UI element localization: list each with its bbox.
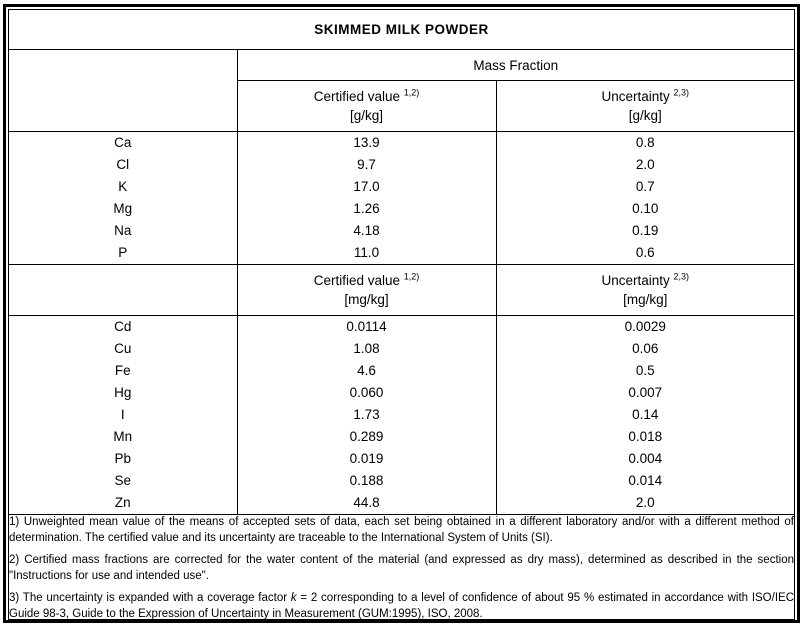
uncertainty-value: 0.06 — [496, 338, 794, 360]
element-symbol: Cl — [116, 157, 130, 172]
element-symbol: Cd — [114, 319, 132, 334]
section2-header-row — [9, 265, 794, 316]
certified-footnote-ref: 1,2) — [403, 271, 420, 282]
element-symbol: Fe — [114, 363, 131, 378]
uncertainty-value: 0.10 — [496, 198, 794, 220]
uncertainty-label: Uncertainty — [601, 273, 670, 288]
uncertainty-value: 0.5 — [496, 360, 794, 382]
section1-header-row — [9, 81, 794, 132]
uncertainty-footnote-ref: 2,3) — [673, 87, 690, 98]
element-symbol: K — [118, 179, 128, 194]
table-row — [9, 360, 794, 382]
uncertainty-value: 0.8 — [496, 132, 794, 155]
document-inner-border — [8, 9, 795, 620]
element-symbol: Hg — [114, 385, 132, 400]
footnote-1: 1) Unweighted mean value of the means of accepted sets of data, each set being obtained in a different laboratory and/or with a different method of determination. The certified value and its uncertainty are traceable to the International System of Units (SI). — [9, 516, 794, 544]
table-row — [9, 154, 794, 176]
title-row — [9, 10, 794, 50]
uncertainty-value: 2.0 — [496, 492, 794, 515]
certified-value: 11.0 — [237, 242, 496, 265]
certified-value: 9.7 — [237, 154, 496, 176]
table-row — [9, 338, 794, 360]
footnotes-area — [9, 515, 794, 621]
uncertainty-value: 0.19 — [496, 220, 794, 242]
certified-value: 13.9 — [237, 132, 496, 155]
table-row — [9, 132, 794, 155]
footnotes-row — [9, 515, 794, 621]
table-row — [9, 448, 794, 470]
certified-value: 4.6 — [237, 360, 496, 382]
element-symbol: Zn — [9, 492, 237, 515]
group-header: Mass Fraction — [237, 50, 794, 81]
table-row — [9, 404, 794, 426]
table-row — [9, 242, 794, 265]
uncertainty-value: 0.018 — [496, 426, 794, 448]
element-symbol: I — [120, 407, 125, 422]
document-outer-border — [3, 4, 800, 623]
uncertainty-value: 0.004 — [496, 448, 794, 470]
table-row — [9, 220, 794, 242]
footnote-3-text-post: = 2 corresponding to a level of confidence of about 95 % estimated in accordance with ISO/IEC Guide 98-3, Guide to the Expression of Uncertainty in Measurement (GUM:1995), ISO, 2008. — [9, 592, 794, 620]
certified-value: 1.26 — [237, 198, 496, 220]
table-row — [9, 198, 794, 220]
certified-unit-gkg: [g/kg] — [349, 108, 384, 123]
page-title: SKIMMED MILK POWDER — [9, 10, 794, 50]
certified-value-label: Certified value — [313, 273, 400, 288]
certified-value: 0.0114 — [237, 316, 496, 339]
uncertainty-footnote-ref: 2,3) — [673, 271, 690, 282]
uncertainty-value: 0.7 — [496, 176, 794, 198]
element-symbol: Mg — [113, 201, 133, 216]
uncertainty-value: 0.007 — [496, 382, 794, 404]
certified-value: 17.0 — [237, 176, 496, 198]
uncertainty-value: 2.0 — [496, 154, 794, 176]
footnote-3-text-pre: 3) The uncertainty is expanded with a coverage factor — [9, 592, 291, 604]
group-header-row — [9, 50, 794, 81]
element-symbol: Cu — [114, 341, 132, 356]
uncertainty-unit-gkg: [g/kg] — [628, 108, 662, 123]
element-symbol: Ca — [114, 135, 132, 150]
table-row — [9, 316, 794, 339]
footnote-3-coverage-factor-k: k — [290, 592, 297, 604]
uncertainty-value: 0.14 — [496, 404, 794, 426]
uncertainty-value: 0.014 — [496, 470, 794, 492]
uncertainty-unit-mgkg: [mg/kg] — [623, 292, 668, 307]
footnote-2: 2) Certified mass fractions are corrected for the water content of the material (and expressed as dry mass), determined as described in the section "Instructions for use and intended use". — [9, 554, 794, 582]
certified-footnote-ref: 1,2) — [403, 87, 420, 98]
element-symbol: P — [9, 242, 237, 265]
certified-value: 0.019 — [237, 448, 496, 470]
certified-value: 0.188 — [237, 470, 496, 492]
certified-unit-mgkg: [mg/kg] — [344, 292, 389, 307]
certified-value: 0.289 — [237, 426, 496, 448]
table-row — [9, 426, 794, 448]
table-row — [9, 470, 794, 492]
element-symbol: Pb — [114, 451, 131, 466]
element-symbol: Mn — [113, 429, 133, 444]
certified-value: 4.18 — [237, 220, 496, 242]
uncertainty-label: Uncertainty — [601, 89, 670, 104]
certified-value: 44.8 — [237, 492, 496, 515]
table-row — [9, 176, 794, 198]
certified-value: 1.73 — [237, 404, 496, 426]
empty-header-cell — [9, 265, 237, 316]
footnote-3 — [9, 591, 794, 620]
certified-value: 0.060 — [237, 382, 496, 404]
certified-value-header-mgkg — [237, 265, 496, 316]
uncertainty-header-gkg — [496, 81, 794, 132]
uncertainty-value: 0.0029 — [496, 316, 794, 339]
certified-value: 1.08 — [237, 338, 496, 360]
uncertainty-value: 0.6 — [496, 242, 794, 265]
table-row — [9, 492, 794, 515]
certified-value-header-gkg — [237, 81, 496, 132]
empty-header-cell — [9, 81, 237, 132]
element-symbol: Na — [114, 223, 132, 238]
empty-corner-cell — [9, 50, 237, 81]
certified-value-label: Certified value — [313, 89, 400, 104]
certified-values-table — [9, 10, 794, 620]
element-symbol: Se — [114, 473, 131, 488]
table-row — [9, 382, 794, 404]
uncertainty-header-mgkg — [496, 265, 794, 316]
